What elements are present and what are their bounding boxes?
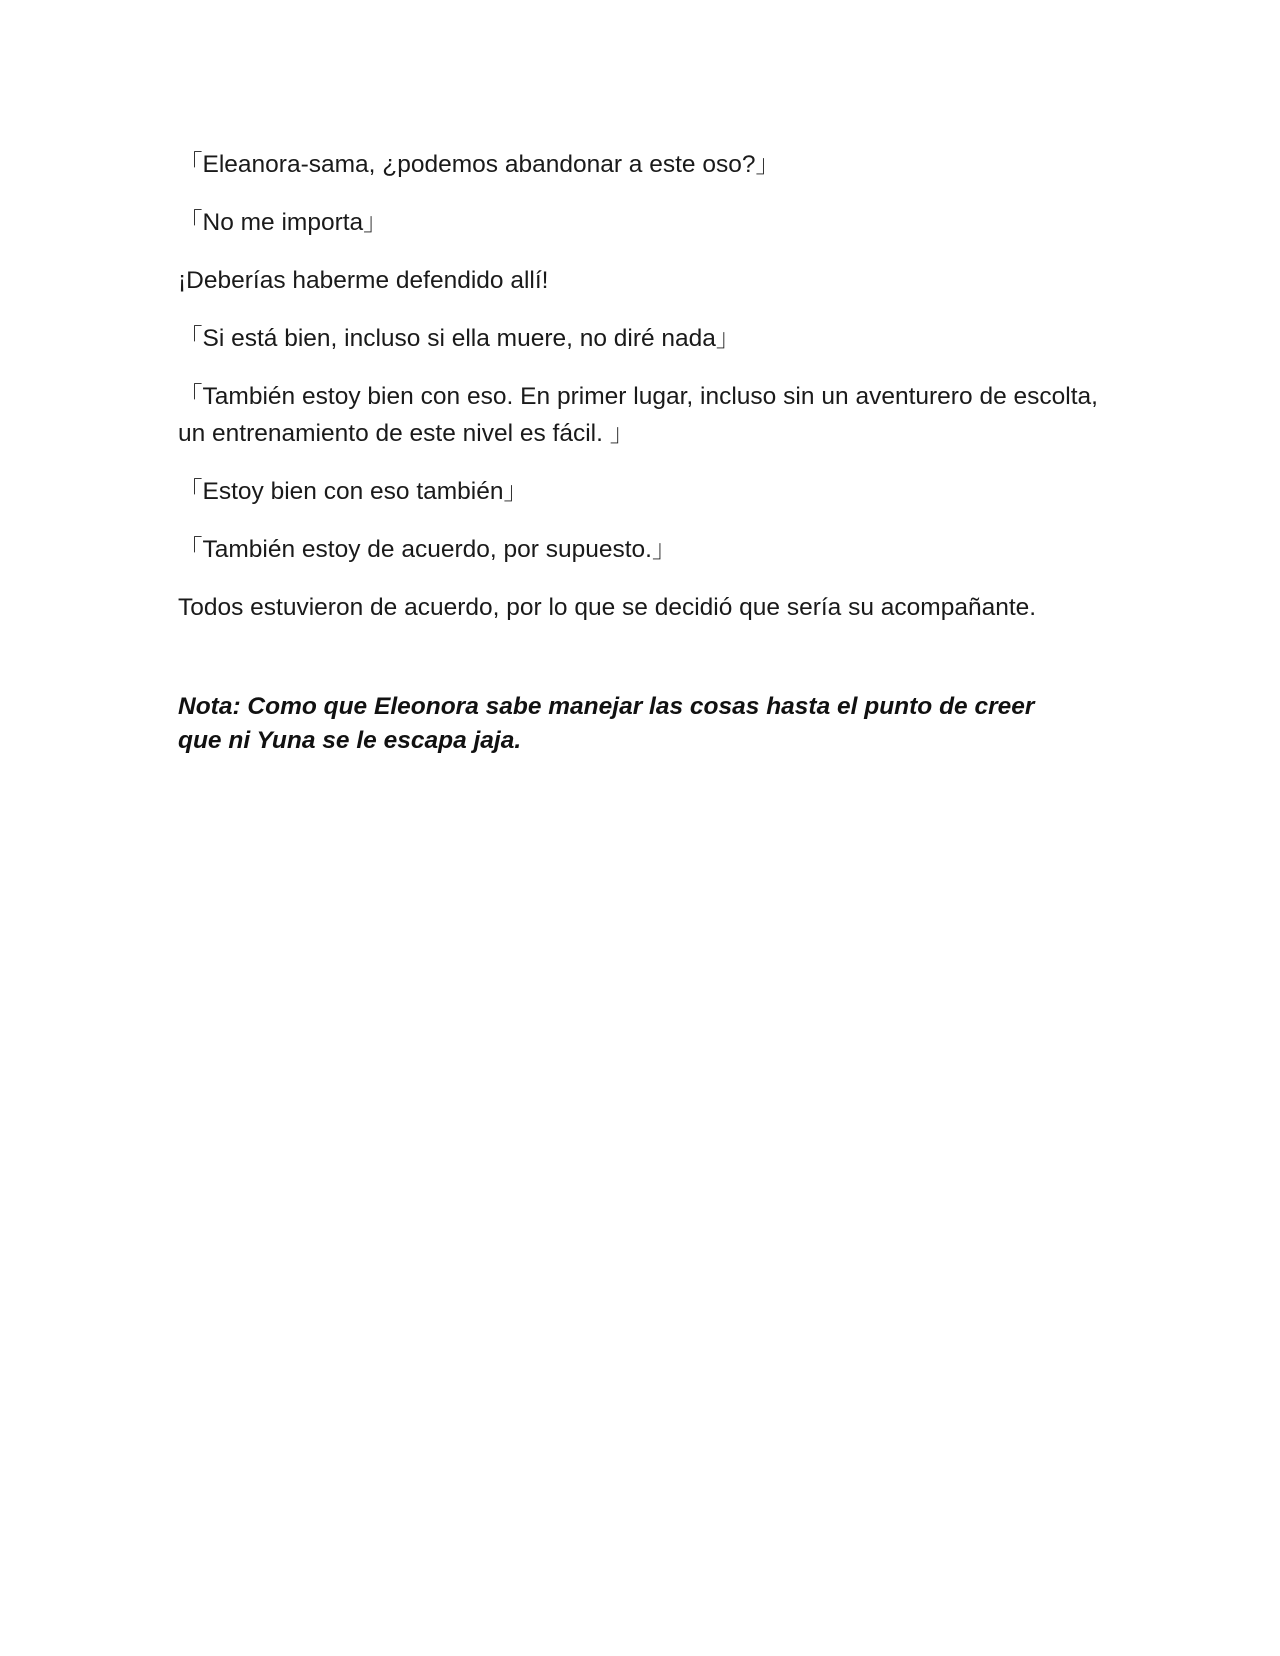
document-body xyxy=(178,146,1098,758)
dialogue-paragraph-7: 「También estoy de acuerdo, por supuesto.」 xyxy=(178,536,677,563)
narration-paragraph-3: ¡Deberías haberme defendido allí! xyxy=(178,267,549,294)
translator-note: Nota: Como que Eleonora sabe manejar las cosas hasta el punto de creer que ni Yuna se le escapa jaja. xyxy=(178,693,1035,754)
dialogue-paragraph-6: 「Estoy bien con eso también」 xyxy=(178,478,528,505)
dialogue-paragraph-2: 「No me importa」 xyxy=(178,209,388,236)
dialogue-paragraph-5: 「También estoy bien con eso. En primer lugar, incluso sin un aventurero de escolta, un entrenamiento de este nivel es fácil. 」 xyxy=(178,383,1098,447)
dialogue-paragraph-4: 「Si está bien, incluso si ella muere, no diré nada」 xyxy=(178,325,741,352)
dialogue-paragraph-1: 「Eleanora-sama, ¿podemos abandonar a este oso?」 xyxy=(178,151,780,178)
narration-paragraph-8: Todos estuvieron de acuerdo, por lo que se decidió que sería su acompañante. xyxy=(178,594,1037,621)
